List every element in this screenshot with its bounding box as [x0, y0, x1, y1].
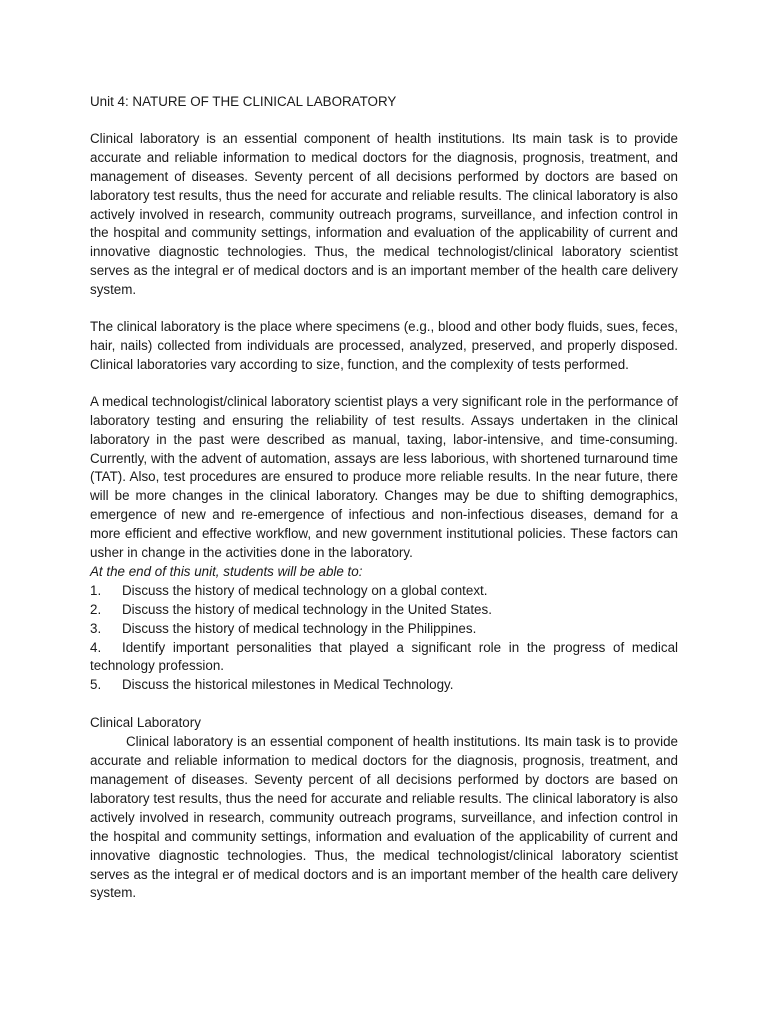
- objective-item: [90, 639, 678, 677]
- objective-text: Discuss the history of medical technology in the Philippines.: [122, 620, 477, 636]
- objective-number: 3.: [90, 620, 102, 636]
- objective-text: Discuss the history of medical technology in the United States.: [122, 601, 492, 617]
- objective-number: 2.: [90, 601, 102, 617]
- objective-item: [90, 601, 678, 620]
- specimen-paragraph: The clinical laboratory is the place where specimens (e.g., blood and other body fluids, sues, feces, hair, nails) collected from individuals are processed, analyzed, preserved, and properly disposed. Clinical laboratories vary according to size, function, and the complexity of tests performed.: [90, 319, 678, 372]
- objective-text: Discuss the history of medical technology on a global context.: [122, 582, 488, 598]
- medtech-role-paragraph: A medical technologist/clinical laboratory scientist plays a very significant role in the performance of laboratory testing and ensuring the reliability of test results. Assays undertaken in the clinical laboratory in the past were described as manual, taxing, labor-intensive, and time-consuming. Currently, with the advent of automation, assays are less laborious, with shortened turnaround time (TAT). Also, test procedures are ensured to produce more reliable results. In the near future, there will be more changes in the clinical laboratory. Changes may be due to shifting demographics, emergence of new and re-emergence of infectious and non-infectious diseases, demand for a more efficient and effective workflow, and new government institutional policies. These factors can usher in change in the activities done in the laboratory.: [90, 393, 678, 561]
- intro-paragraph: Clinical laboratory is an essential component of health institutions. Its main task is to provide accurate and reliable information to medical doctors for the diagnosis, prognosis, treatment, and management of diseases. Seventy percent of all decisions performed by doctors are based on laboratory test results, thus the need for accurate and reliable results. The clinical laboratory is also actively involved in research, community outreach programs, surveillance, and infection control in the hospital and community settings, information and evaluation of the applicability of current and innovative diagnostic technologies. Thus, the medical technologist/clinical laboratory scientist serves as the integral er of medical doctors and is an important member of the health care delivery system.: [90, 130, 678, 298]
- objective-number: 4.: [90, 639, 102, 655]
- objective-item: [90, 676, 678, 695]
- objective-number: 1.: [90, 582, 102, 598]
- objective-item: [90, 582, 678, 601]
- objective-number: 5.: [90, 677, 102, 693]
- objectives-intro: At the end of this unit, students will be able to:: [90, 563, 363, 579]
- document-page: [90, 93, 678, 903]
- objectives-list: [90, 582, 678, 695]
- objective-text: Discuss the historical milestones in Medical Technology.: [122, 677, 454, 693]
- section-paragraph: Clinical laboratory is an essential component of health institutions. Its main task is to provide accurate and reliable information to medical doctors for the diagnosis, prognosis, treatment, and management of diseases. Seventy percent of all decisions performed by doctors are based on laboratory test results, thus the need for accurate and reliable results. The clinical laboratory is also actively involved in research, community outreach programs, surveillance, and infection control in the hospital and community settings, information and evaluation of the applicability of current and innovative diagnostic technologies. Thus, the medical technologist/clinical laboratory scientist serves as the integral er of medical doctors and is an important member of the health care delivery system.: [90, 734, 678, 901]
- unit-title: Unit 4: NATURE OF THE CLINICAL LABORATORY: [90, 94, 397, 109]
- objective-text: Identify important personalities that played a significant role in the progress of medical technology profession.: [90, 639, 678, 674]
- objective-item: [90, 620, 678, 639]
- section-heading: Clinical Laboratory: [90, 715, 201, 731]
